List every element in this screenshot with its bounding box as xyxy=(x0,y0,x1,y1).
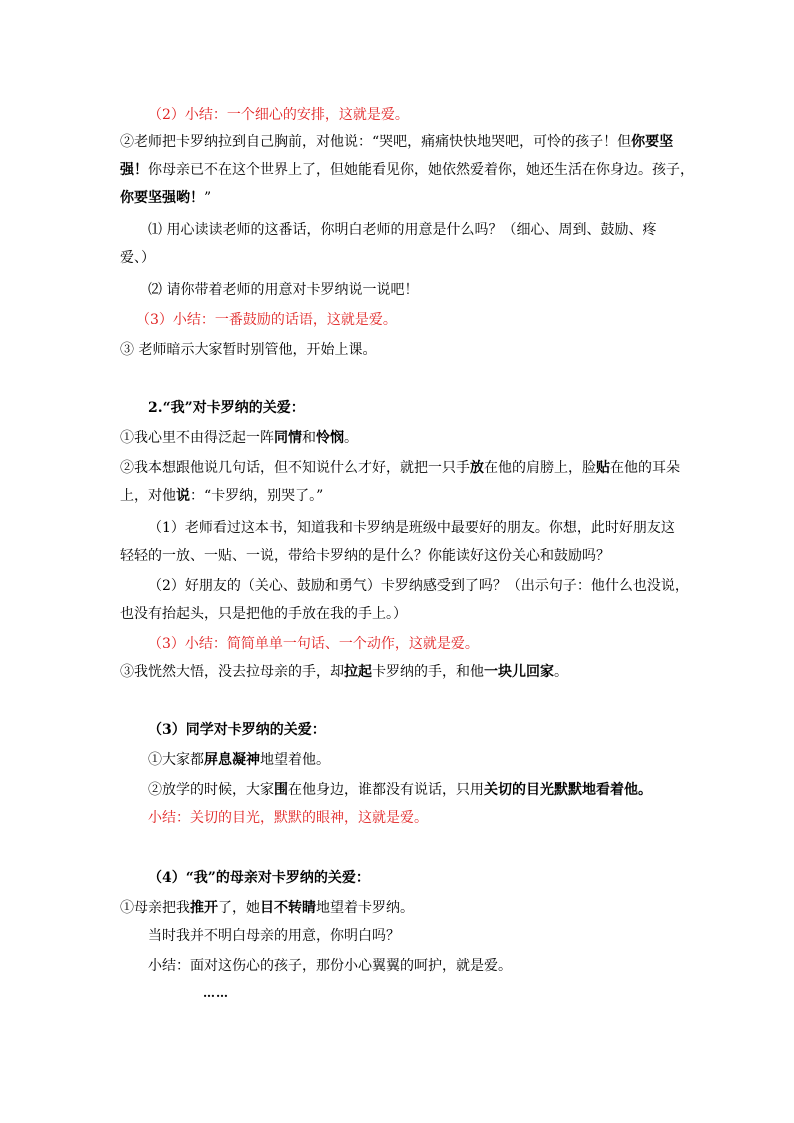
classmates-attention-paragraph: ①大家都屏息凝神地望着他。 xyxy=(148,752,330,768)
section-heading-my-care: 2.“我”对卡罗纳的关爱： xyxy=(148,400,305,416)
question-speak-to-karona: ⑵ 请你带着老师的用意对卡罗纳说一说吧！ xyxy=(148,282,419,298)
ellipsis: …… xyxy=(203,986,229,1000)
realization-paragraph: ③我恍然大悟，没去拉母亲的手，却拉起卡罗纳的手，和他一块儿回家。 xyxy=(120,664,568,680)
summary-careful-arrangement: （2）小结：一个细心的安排，这就是爱。 xyxy=(148,107,409,123)
question-friend-feelings-line-1: （2）好朋友的（关心、鼓励和勇气）卡罗纳感受到了吗？（出示句子：他什么也没说， xyxy=(148,578,689,594)
teacher-quote-line-1: ②老师把卡罗纳拉到自己胸前，对他说：“哭吧，痛痛快快地哭吧，可怜的孩子！但你要坚 xyxy=(120,134,674,150)
section-heading-classmates-care: （3）同学对卡罗纳的关爱： xyxy=(148,722,326,738)
my-actions-line-1: ②我本想跟他说几句话，但不知说什么才好，就把一只手放在他的肩膀上，脸贴在他的耳朵 xyxy=(120,460,680,476)
teacher-hint-paragraph: ③ 老师暗示大家暂时别管他，开始上课。 xyxy=(120,342,377,358)
question-teacher-intent-line-2: 爱、） xyxy=(120,250,155,266)
summary-careful-protection: 小结：面对这伤心的孩子，那份小心翼翼的呵护，就是爱。 xyxy=(148,958,512,974)
question-friend-gesture-line-2: 轻轻的一放、一贴、一说，带给卡罗纳的是什么？你能读好这份关心和鼓励吗？ xyxy=(120,548,610,564)
teacher-quote-line-2: 强！你母亲已不在这个世界上了，但她能看见你，她依然爱着你，她还生活在你身边。孩子， xyxy=(120,162,694,178)
question-friend-feelings-line-2: 也没有抬起头，只是把他的手放在我的手上。） xyxy=(120,606,407,622)
summary-encouraging-words: （3）小结：一番鼓励的话语，这就是爱。 xyxy=(136,312,397,328)
section-heading-mother-care: （4）“我”的母亲对卡罗纳的关爱： xyxy=(148,870,370,886)
mother-action-paragraph: ①母亲把我推开了，她目不转睛地望着卡罗纳。 xyxy=(120,900,414,916)
question-mother-intent: 当时我并不明白母亲的用意，你明白吗？ xyxy=(148,928,400,944)
my-actions-line-2: 上，对他说：“卡罗纳，别哭了。” xyxy=(120,488,324,504)
question-teacher-intent-line-1: ⑴ 用心读读老师的这番话，你明白老师的用意是什么吗？（细心、周到、鼓励、疼 xyxy=(148,222,657,238)
teacher-quote-line-3: 你要坚强哟！” xyxy=(120,190,212,206)
summary-caring-gaze: 小结：关切的目光，默默的眼神，这就是爱。 xyxy=(148,810,428,826)
summary-simple-words: （3）小结：简简单单一句话、一个动作，这就是爱。 xyxy=(148,636,479,652)
question-friend-gesture-line-1: （1）老师看过这本书，知道我和卡罗纳是班级中最要好的朋友。你想，此时好朋友这 xyxy=(148,520,675,536)
classmates-after-school-paragraph: ②放学的时候，大家围在他身边，谁都没有说话，只用关切的目光默默地看着他。 xyxy=(148,782,652,798)
my-feelings-paragraph: ①我心里不由得泛起一阵同情和怜悯。 xyxy=(120,430,358,446)
